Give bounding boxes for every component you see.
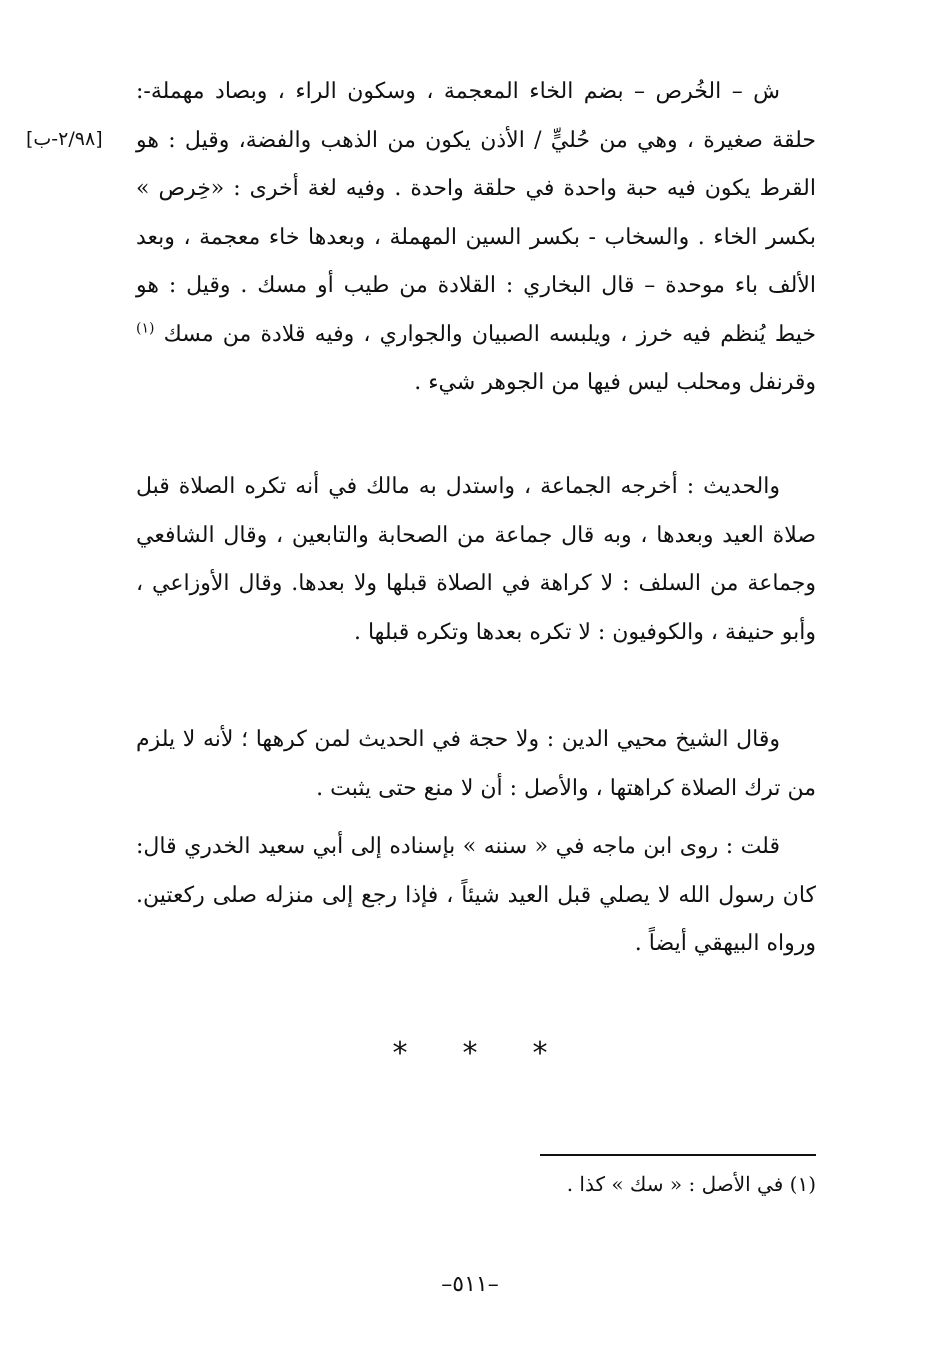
manuscript-folio-reference: [٢/٩٨-ب] <box>26 128 103 150</box>
paragraph-muhyi-al-din-opinion <box>136 716 816 813</box>
page-number: –٥١١– <box>441 1272 499 1297</box>
paragraph-text: ش – الخُرص – بضم الخاء المعجمة ، وسكون الراء ، وبصاد مهملة-: حلقة صغيرة ، وهي من حُليٍّ / الأذن يكون من الذهب والفضة، وقيل : هو القرط يكون فيه حبة واحدة في حلقة واحدة . وفيه لغة أخرى : «خِرص » بكسر الخاء . والسخاب - بكسر السين المهملة ، وبعدها خاء معجمة ، وبعد الألف باء موحدة – قال البخاري : القلادة من طيب أو مسك . وقيل : هو خيط يُنظم فيه خرز ، ويلبسه الصبيان والجواري ، وفيه قلادة من مسك <box>136 79 817 347</box>
asterisk-ornament: * <box>392 1036 408 1071</box>
footnote: (١) في الأصل : « سك » كذا . <box>566 1172 816 1196</box>
paragraph-text: قلت : روى ابن ماجه في « سننه » بإسناده إلى أبي سعيد الخدري قال: كان رسول الله لا يصلي قبل العيد شيئاً ، فإذا رجع إلى منزله صلى ركعتين. ورواه البيهقي أيضاً . <box>136 834 816 956</box>
section-divider-ornament <box>380 1036 560 1071</box>
paragraph-text-continued: وقرنفل ومحلب ليس فيها من الجوهر شيء . <box>414 370 816 395</box>
footnote-marker: (١) <box>136 320 155 337</box>
paragraph-text: وقال الشيخ محيي الدين : ولا حجة في الحديث لمن كرهها ؛ لأنه لا يلزم من ترك الصلاة كراهتها ، والأصل : أن لا منع حتى يثبت . <box>136 727 816 801</box>
paragraph-hadith-commentary <box>136 463 816 657</box>
footnote-separator-line <box>540 1154 816 1156</box>
asterisk-ornament: * <box>462 1036 478 1071</box>
asterisk-ornament: * <box>532 1036 548 1071</box>
paragraph-text: والحديث : أخرجه الجماعة ، واستدل به مالك في أنه تكره الصلاة قبل صلاة العيد وبعدها ، وبه قال جماعة من الصحابة والتابعين ، وقال الشافعي وجماعة من السلف : لا كراهة في الصلاة قبلها ولا بعدها. وقال الأوزاعي ، وأبو حنيفة ، والكوفيون : لا تكره بعدها وتكره قبلها . <box>136 474 816 645</box>
paragraph-lexical-explanation <box>136 68 816 408</box>
paragraph-ibn-majah-narration <box>136 823 816 969</box>
